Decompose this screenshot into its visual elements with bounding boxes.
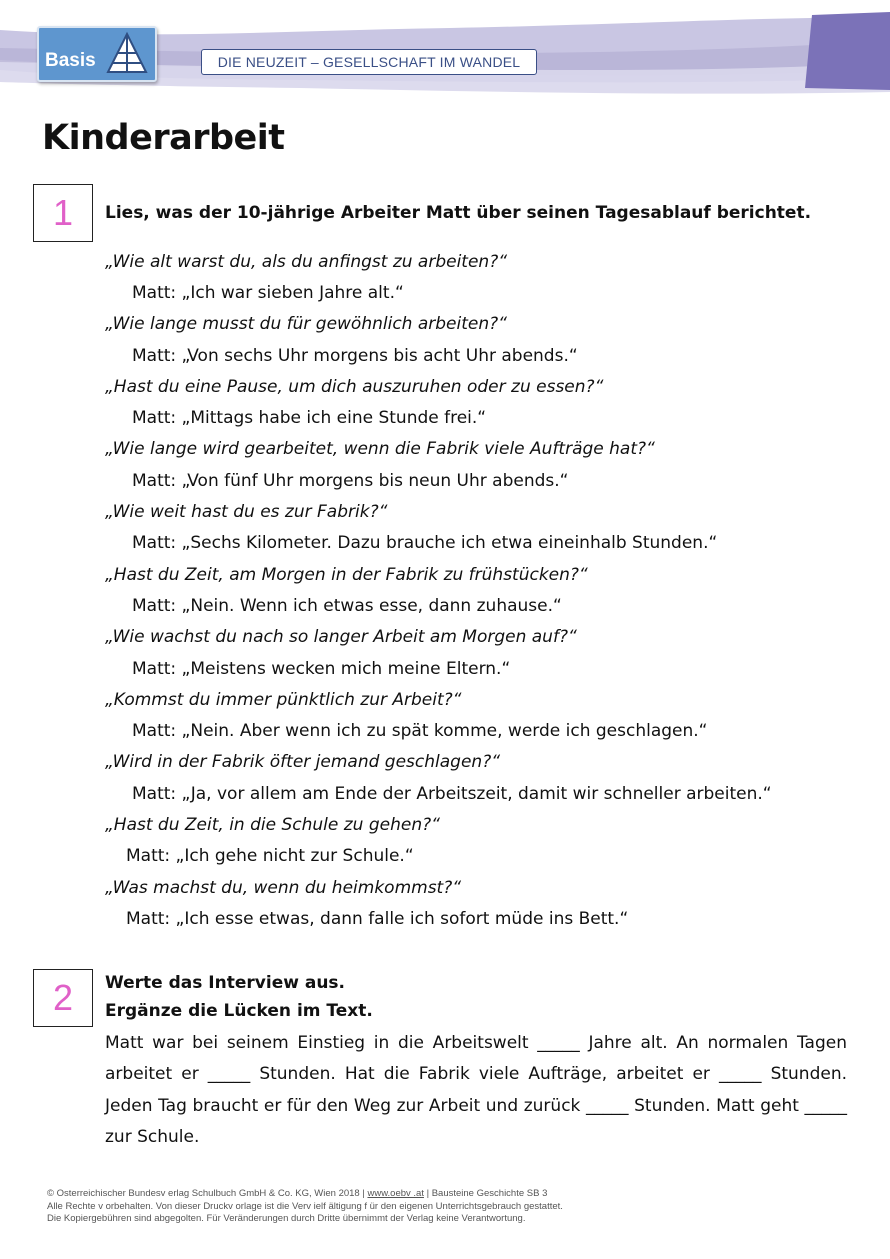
task-number-2: 2 (33, 969, 93, 1027)
interview (105, 246, 865, 935)
interview-answer: Matt: „Nein. Wenn ich etwas esse, dann zuhause.“ (132, 595, 562, 616)
interview-answer: Matt: „Ich gehe nicht zur Schule.“ (126, 846, 414, 867)
interview-answer: Matt: „Von fünf Uhr morgens bis neun Uhr abends.“ (132, 470, 569, 491)
interview-question: „Wie alt warst du, als du anfingst zu arbeiten?“ (105, 251, 508, 272)
footer (47, 1188, 563, 1226)
interview-answer: Matt: „Meistens wecken mich meine Eltern.“ (132, 658, 511, 679)
interview-answer: Matt: „Von sechs Uhr morgens bis acht Uhr abends.“ (132, 345, 578, 366)
interview-question: „Hast du Zeit, in die Schule zu gehen?“ (105, 814, 440, 835)
interview-question: „Kommst du immer pünktlich zur Arbeit?“ (105, 689, 462, 710)
triangle-icon (105, 31, 149, 75)
interview-answer: Matt: „Nein. Aber wenn ich zu spät komme, werde ich geschlagen.“ (132, 721, 708, 742)
interview-question: „Was machst du, wenn du heimkommst?“ (105, 877, 462, 898)
interview-answer: Matt: „Mittags habe ich eine Stunde frei.“ (132, 408, 487, 429)
footer-line-2: Alle Rechte v orbehalten. Von dieser Druckv orlage ist die Verv ielf ältigung f ür den eigenen Unterrichtsgebrauch gestattet. (47, 1200, 563, 1212)
series-label: DIE NEUZEIT – GESELLSCHAFT IM WANDEL (201, 49, 537, 75)
task-number-1: 1 (33, 184, 93, 242)
interview-question: „Wie weit hast du es zur Fabrik?“ (105, 502, 388, 523)
logo-text: Basis (45, 50, 96, 71)
footer-line-1 (47, 1188, 563, 1201)
interview-question: „Wie lange musst du für gewöhnlich arbeiten?“ (105, 314, 507, 335)
interview-question: „Wie wachst du nach so langer Arbeit am Morgen auf?“ (105, 627, 577, 648)
task-2-instruction-2: Ergänze die Lücken im Text. (105, 1001, 373, 1021)
task-2-instruction-1: Werte das Interview aus. (105, 973, 345, 993)
publisher-link[interactable]: www.oebv .at (367, 1188, 424, 1199)
interview-question: „Wird in der Fabrik öfter jemand geschlagen?“ (105, 752, 501, 773)
footer-line-3: Die Kopiergebühren sind abgegolten. Für Veränderungen durch Dritte übernimmt der Verlag keine Verantwortung. (47, 1213, 526, 1224)
cloze-text: Matt war bei seinem Einstieg in die Arbeitswelt _____ Jahre alt. An normalen Tagen arbeitet er _____ Stunden. Hat die Fabrik viele Aufträge, arbeitet er _____ Stunden. Jeden Tag braucht er für den Weg zur Arbeit und zurück _____ Stunden. Matt geht _____ zur Schule. (105, 1033, 847, 1147)
page-title: Kinderarbeit (42, 118, 285, 158)
interview-answer: Matt: „Sechs Kilometer. Dazu brauche ich etwa eineinhalb Stunden.“ (132, 533, 718, 554)
interview-question: „Hast du Zeit, am Morgen in der Fabrik zu frühstücken?“ (105, 564, 588, 585)
interview-question: „Hast du eine Pause, um dich auszuruhen oder zu essen?“ (105, 376, 604, 397)
interview-answer: Matt: „Ich war sieben Jahre alt.“ (132, 282, 404, 303)
copyright-text: © Osterreichischer Bundesv erlag Schulbuch GmbH & Co. KG, Wien 2018 | (47, 1188, 368, 1199)
task-1-instruction: Lies, was der 10-jährige Arbeiter Matt über seinen Tagesablauf berichtet. (105, 203, 812, 223)
interview-answer: Matt: „Ja, vor allem am Ende der Arbeitszeit, damit wir schneller arbeiten.“ (132, 783, 772, 804)
interview-answer: Matt: „Ich esse etwas, dann falle ich sofort müde ins Bett.“ (126, 908, 629, 929)
publisher-logo (37, 26, 157, 82)
interview-question: „Wie lange wird gearbeitet, wenn die Fabrik viele Aufträge hat?“ (105, 439, 655, 460)
book-title: | Bausteine Geschichte SB 3 (423, 1188, 548, 1199)
